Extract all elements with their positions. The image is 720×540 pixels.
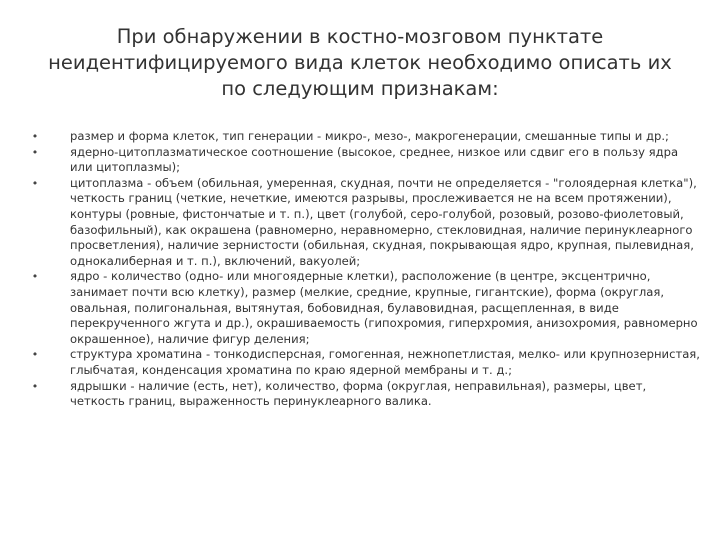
bullet-text: структура хроматина - тонкодисперсная, гомогенная, нежнопетлистая, мелко- или крупнозернистая, глыбчатая, конденсация хроматина по краю ядерной мембраны и т. д.; (70, 347, 700, 377)
bullet-text: ядро - количество (одно- или многоядерные клетки), расположение (в центре, эксцентрично, занимает почти всю клетку), размер (мелкие, средние, крупные, гигантские), форма (округлая, овальная, полигональная, вытянутая, бобовидная, булавовидная, расщепленная, в виде перекрученного жгута и др.), окрашиваемость (гипохромия, гиперхромия, анизохромия, равномерно окрашенное), наличие фигур деления; (70, 269, 698, 346)
bullet-item (30, 129, 700, 145)
bullet-text: ядрышки - наличие (есть, нет), количество, форма (округлая, неправильная), размеры, цвет, четкость границ, выраженность перинуклеарного валика. (70, 378, 647, 409)
bullet-icon: • (31, 379, 39, 393)
bullet-item (30, 269, 700, 347)
bullet-text: ядерно-цитоплазматическое соотношение (высокое, среднее, низкое или сдвиг его в пользу ядра или цитоплазмы); (70, 144, 679, 175)
bullet-text: цитоплазма - объем (обильная, умеренная, скудная, почти не определяется - "голоядерная клетка"), четкость границ (четкие, нечеткие, имеются разрывы, прослеживается не на всем протяжении), контуры (ровные, фистончатые и т. п.), цвет (голубой, серо-голубой, розовый, розово-фиолетовый, базофильный), как окрашена (равномерно, неравномерно, стекловидная, наличие перинуклеарного просветления), наличие зернистости (обильная, скудная, покрывающая ядро, крупная, пылевидная, однокалиберная и т. п.), включений, вакуолей; (70, 175, 697, 268)
bullet-list (30, 129, 700, 410)
bullet-icon: • (31, 270, 39, 284)
bullet-item (30, 347, 700, 378)
slide-title: При обнаружении в костно-мозговом пунктате неидентифицируемого вида клеток необходимо описать их по следующим признакам: (48, 25, 672, 100)
bullet-item (30, 379, 700, 410)
bullet-icon: • (31, 145, 39, 159)
bullet-item (30, 176, 700, 270)
bullet-item (30, 145, 700, 176)
bullet-icon: • (31, 130, 39, 143)
bullet-icon: • (31, 348, 39, 362)
bullet-text: размер и форма клеток, тип генерации - микро-, мезо-, макрогенерации, смешанные типы и др.; (70, 129, 669, 143)
bullet-icon: • (31, 176, 39, 190)
